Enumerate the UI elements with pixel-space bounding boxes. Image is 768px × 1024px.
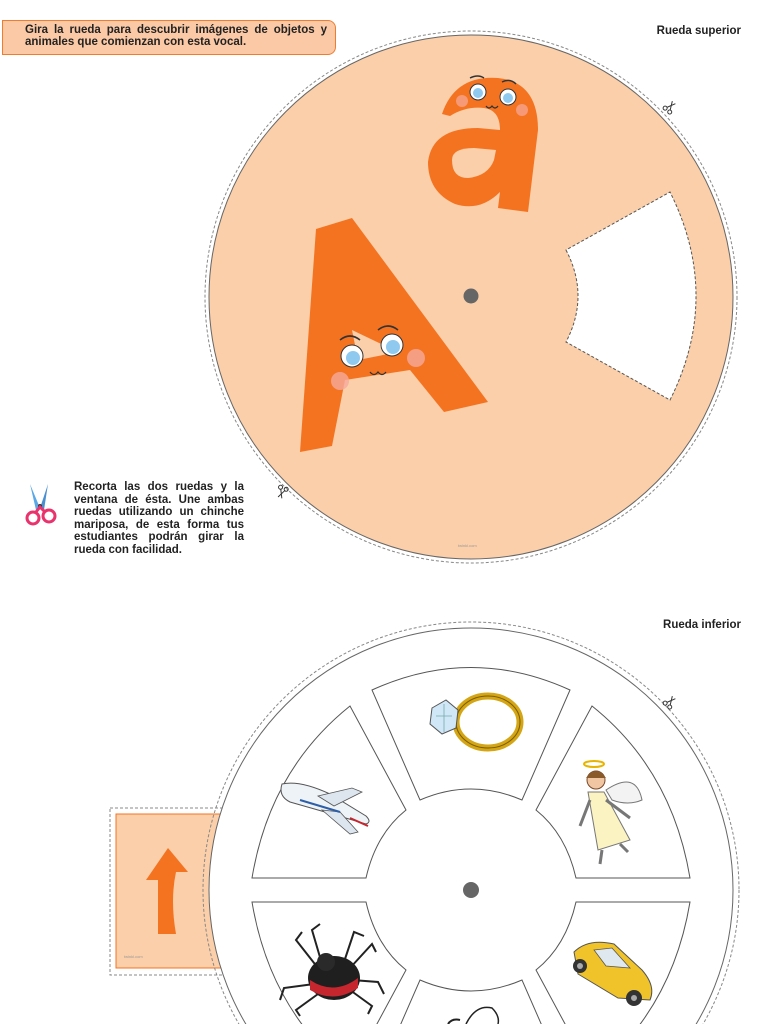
scissors-marker-icon: [662, 99, 677, 115]
top-wheel[interactable]: [205, 31, 737, 563]
pivot-dot: [463, 882, 479, 898]
top-watermark: twinkl.com: [458, 543, 477, 548]
instructions-text: Recorta las dos ruedas y la ventana de ésta. Une ambas ruedas utilizando un chinche mariposa, de esta forma tus estudiantes podrán girar la rueda con facilidad.: [74, 481, 244, 556]
top-wheel-label: Rueda superior: [656, 25, 741, 37]
scissors-marker-icon: [275, 485, 289, 500]
pivot-dot: [464, 289, 479, 304]
tab-watermark: twinkl.com: [124, 954, 143, 959]
scissors-marker-icon: [662, 694, 677, 710]
header-note: Gira la rueda para descubrir imágenes de objetos y animales que comienzan con esta vocal.: [2, 20, 336, 55]
bottom-wheel[interactable]: [203, 622, 739, 1024]
bottom-wheel-label: Rueda inferior: [663, 619, 741, 631]
